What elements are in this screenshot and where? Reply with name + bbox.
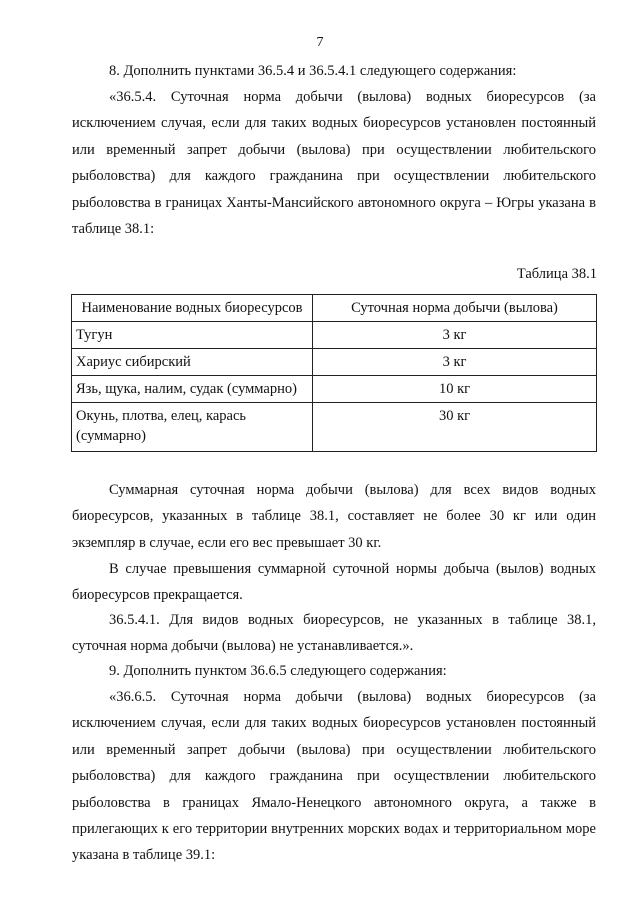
- quota-table: [71, 294, 597, 452]
- item-9-heading: 9. Дополнить пунктом 36.6.5 следующего содержания:: [109, 663, 447, 679]
- header-species: Наименование водных биоресурсов: [72, 295, 313, 322]
- table-row: [72, 403, 597, 452]
- daily-norm: 10 кг: [313, 376, 597, 403]
- paragraph-36-5-4-1: 36.5.4.1. Для видов водных биоресурсов, не указанных в таблице 38.1, суточная норма добычи (вылова) не устанавливается.».: [72, 612, 596, 655]
- item-8-heading: 8. Дополнить пунктами 36.5.4 и 36.5.4.1 следующего содержания:: [109, 63, 517, 79]
- paragraph-total-norm: Суммарная суточная норма добычи (вылова) для всех видов водных биоресурсов, указанных в таблице 38.1, составляет не более 30 кг или один экземпляр в случае, если его вес превышает 30 кг.: [72, 482, 596, 551]
- table-header-row: [72, 295, 597, 322]
- daily-norm: 3 кг: [313, 322, 597, 349]
- species-name: Хариус сибирский: [72, 349, 313, 376]
- table-caption: Таблица 38.1: [516, 266, 597, 282]
- table-row: [72, 349, 597, 376]
- header-daily-norm: Суточная норма добычи (вылова): [313, 295, 597, 322]
- paragraph-excess: В случае превышения суммарной суточной нормы добыча (вылов) водных биоресурсов прекращается.: [72, 561, 596, 604]
- daily-norm: 30 кг: [313, 403, 597, 452]
- paragraph-36-5-4: «36.5.4. Суточная норма добычи (вылова) водных биоресурсов (за исключением случая, если для таких водных биоресурсов установлен постоянный или временный запрет добычи (вылова) при осуществлении любительского рыболовства) для каждого гражданина при осуществлении любительского рыболовства в границах Ханты-Мансийского автономного округа – Югры указана в таблице 38.1:: [72, 89, 596, 238]
- table-row: [72, 322, 597, 349]
- page-number: 7: [316, 35, 324, 50]
- daily-norm: 3 кг: [313, 349, 597, 376]
- species-name: Тугун: [72, 322, 313, 349]
- paragraph-36-6-5: «36.6.5. Суточная норма добычи (вылова) водных биоресурсов (за исключением случая, если для таких водных биоресурсов установлен постоянный или временный запрет добычи (вылова) при осуществлении любительского рыболовства) для каждого гражданина при осуществлении любительского рыболовства в границах Ямало-Ненецкого автономного округа, а также в прилегающих к его территории внутренних морских водах и территориальном море указана в таблице 39.1:: [72, 689, 596, 864]
- species-name: Окунь, плотва, елец, карась (суммарно): [72, 403, 313, 452]
- species-name: Язь, щука, налим, судак (суммарно): [72, 376, 313, 403]
- table-row: [72, 376, 597, 403]
